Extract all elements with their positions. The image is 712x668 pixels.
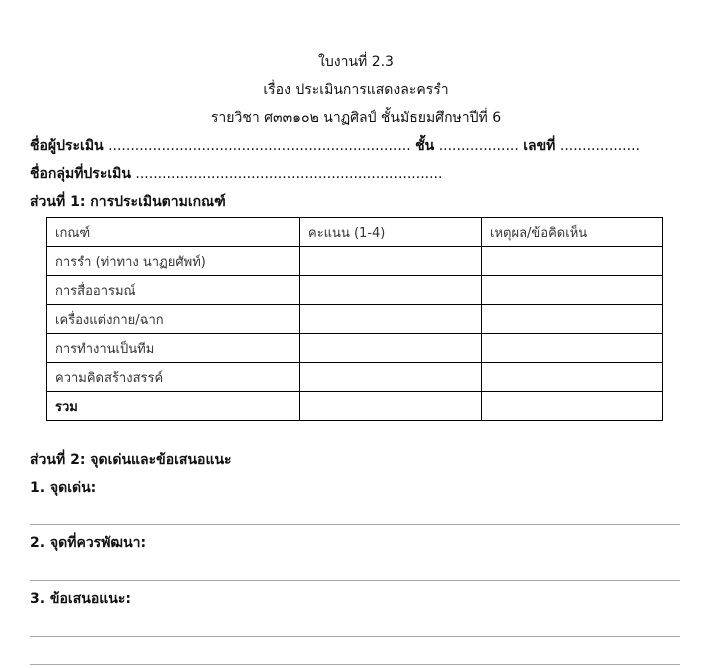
table-row [47,363,663,392]
part1-title: ส่วนที่ 1: การประเมินตามเกณฑ์ [30,194,226,210]
criteria-cell: เครื่องแต่งกาย/ฉาก [47,305,300,334]
suggestions-answer-line-2[interactable] [30,664,680,665]
comment-cell[interactable] [482,247,663,276]
worksheet-title: ใบงานที่ 2.3 [318,54,394,70]
class-field[interactable]: .................. [438,138,519,154]
header-criteria: เกณฑ์ [47,218,300,247]
table-row [47,247,663,276]
comment-cell[interactable] [482,363,663,392]
class-label: ชั้น [415,138,435,154]
criteria-cell: การสื่ออารมณ์ [47,276,300,305]
worksheet-subject: เรื่อง ประเมินการแสดงละครรำ [263,82,449,98]
group-label: ชื่อกลุ่มที่ประเมิน [30,166,131,182]
number-label: เลขที่ [523,138,556,154]
comment-cell[interactable] [482,276,663,305]
score-cell[interactable] [300,363,482,392]
table-row [47,334,663,363]
score-cell[interactable] [300,334,482,363]
number-field[interactable]: .................. [559,138,640,154]
criteria-cell: การรำ (ท่าทาง นาฏยศัพท์) [47,247,300,276]
header-score: คะแนน (1-4) [300,218,482,247]
comment-cell[interactable] [482,305,663,334]
improvements-answer-line[interactable] [30,580,680,581]
evaluator-row [30,136,640,156]
suggestions-answer-line[interactable] [30,636,680,637]
evaluator-label: ชื่อผู้ประเมิน [30,138,104,154]
strengths-label: 1. จุดเด่น: [30,480,97,496]
improvements-label: 2. จุดที่ควรพัฒนา: [30,535,147,551]
group-row [30,164,442,184]
criteria-table [46,217,663,421]
table-row [47,305,663,334]
table-total-row [47,392,663,421]
suggestions-label: 3. ข้อเสนอแนะ: [30,591,131,607]
table-header-row [47,218,663,247]
criteria-cell: ความคิดสร้างสรรค์ [47,363,300,392]
criteria-cell: การทำงานเป็นทีม [47,334,300,363]
score-cell[interactable] [300,305,482,334]
part2-title: ส่วนที่ 2: จุดเด่นและข้อเสนอแนะ [30,452,232,468]
strengths-answer-line[interactable] [30,524,680,525]
group-field[interactable]: ..................................................................... [135,166,443,182]
score-cell[interactable] [300,276,482,305]
total-comment-cell[interactable] [482,392,663,421]
evaluator-field[interactable]: .................................................................... [108,138,411,154]
total-score-cell[interactable] [300,392,482,421]
header-comment: เหตุผล/ข้อคิดเห็น [482,218,663,247]
table-row [47,276,663,305]
score-cell[interactable] [300,247,482,276]
comment-cell[interactable] [482,334,663,363]
total-label: รวม [47,392,300,421]
worksheet-course: รายวิชา ศ๓๓๑๐๒ นาฏศิลป์ ชั้นมัธยมศึกษาปีที่ 6 [210,110,502,126]
